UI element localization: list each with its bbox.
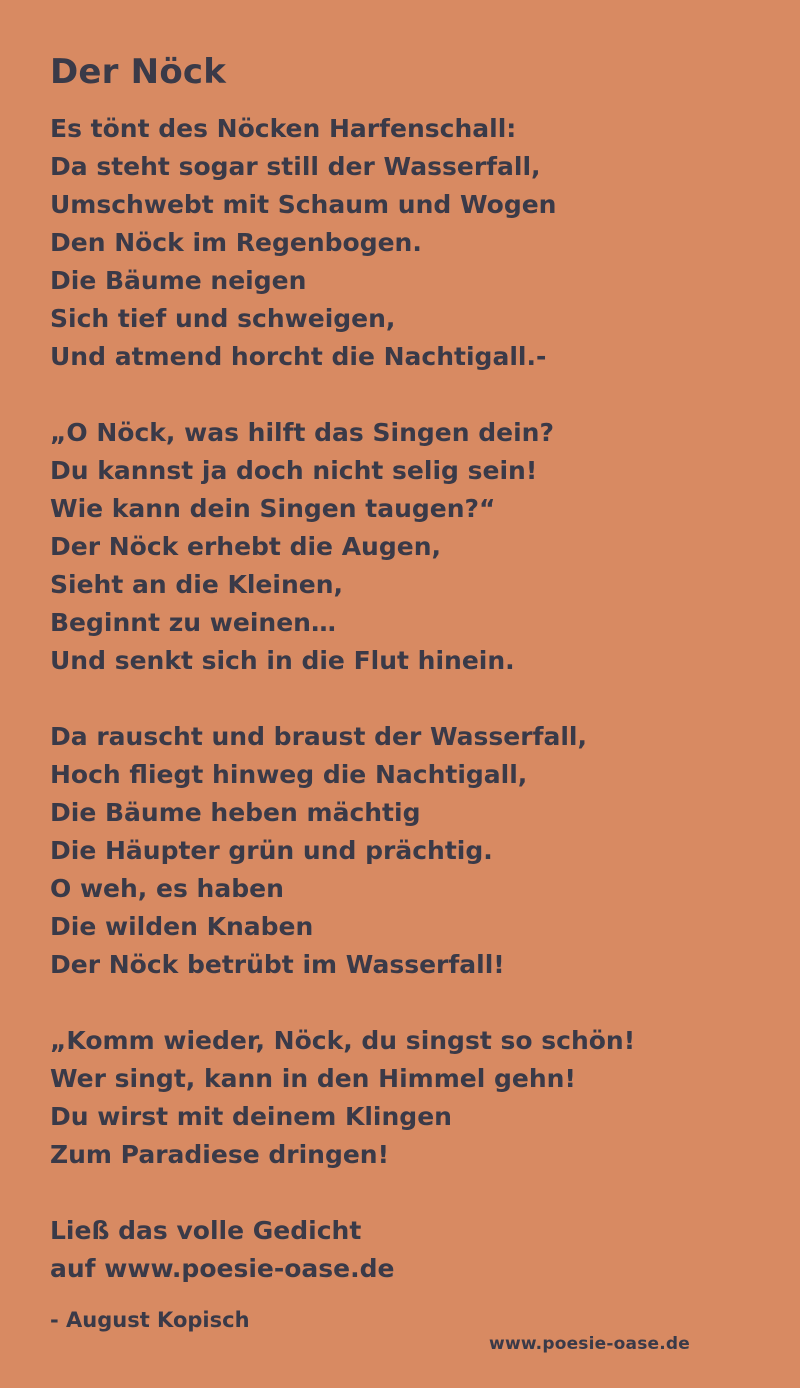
poem-line: „Komm wieder, Nöck, du singst so schön! <box>50 1026 636 1055</box>
poem-line: Die Bäume neigen <box>50 266 307 295</box>
poem-line: Und atmend horcht die Nachtigall.- <box>50 342 547 371</box>
poem-line: Ließ das volle Gedicht <box>50 1216 362 1245</box>
poem-line: Die Häupter grün und prächtig. <box>50 836 493 865</box>
poem-line: Sich tief und schweigen, <box>50 304 396 333</box>
poem-line: Umschwebt mit Schaum und Wogen <box>50 190 557 219</box>
poem-line: Du wirst mit deinem Klingen <box>50 1102 452 1131</box>
poem-line: Es tönt des Nöcken Harfenschall: <box>50 114 517 143</box>
stanza-3 <box>50 718 587 984</box>
stanza-1 <box>50 110 556 376</box>
poem-line: Der Nöck erhebt die Augen, <box>50 532 441 561</box>
stanza-2 <box>50 414 554 680</box>
stanza-4 <box>50 1022 635 1174</box>
poem-line: Beginnt zu weinen… <box>50 608 336 637</box>
poem-line: Hoch fliegt hinweg die Nachtigall, <box>50 760 528 789</box>
poem-line: Da rauscht und braust der Wasserfall, <box>50 722 587 751</box>
poem-line: Du kannst ja doch nicht selig sein! <box>50 456 538 485</box>
poem-line: Die Bäume heben mächtig <box>50 798 421 827</box>
poem-line: Wer singt, kann in den Himmel gehn! <box>50 1064 576 1093</box>
read-more-note <box>50 1212 394 1288</box>
poem-line: Sieht an die Kleinen, <box>50 570 343 599</box>
poem-line: Den Nöck im Regenbogen. <box>50 228 422 257</box>
poem-line: Da steht sogar still der Wasserfall, <box>50 152 541 181</box>
poem-title: Der Nöck <box>50 52 227 92</box>
poem-line: Und senkt sich in die Flut hinein. <box>50 646 515 675</box>
poem-author: - August Kopisch <box>50 1308 250 1332</box>
site-watermark: www.poesie-oase.de <box>489 1334 690 1354</box>
poem-line: Die wilden Knaben <box>50 912 314 941</box>
poem-line: Zum Paradiese dringen! <box>50 1140 390 1169</box>
poem-line: Der Nöck betrübt im Wasserfall! <box>50 950 505 979</box>
poem-line: O weh, es haben <box>50 874 284 903</box>
poem-card <box>50 0 760 1388</box>
poem-line: auf www.poesie-oase.de <box>50 1254 395 1283</box>
poem-line: „O Nöck, was hilft das Singen dein? <box>50 418 554 447</box>
poem-line: Wie kann dein Singen taugen?“ <box>50 494 496 523</box>
